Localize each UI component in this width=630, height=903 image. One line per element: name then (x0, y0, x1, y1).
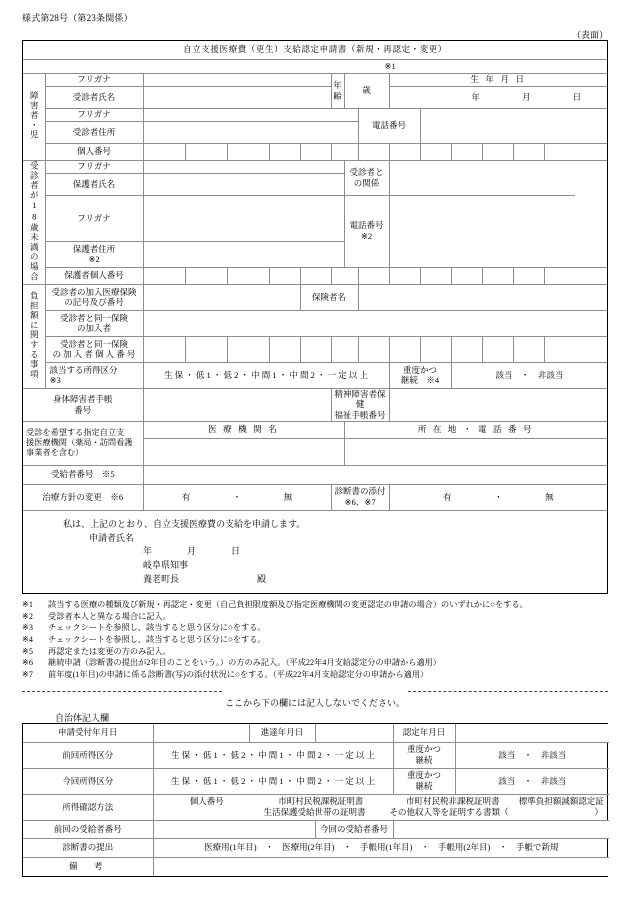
guardian-relation-label-l2: の関係 (353, 177, 380, 188)
guardian-furigana-label: フリガナ (45, 160, 143, 173)
note-item (22, 599, 528, 611)
birth-day-label: 日 (572, 91, 582, 102)
policy-change-options[interactable]: 有 ・ 無 (143, 484, 331, 510)
municipal-section-label: 自治体記入欄 (55, 713, 110, 723)
guardian-address-input[interactable] (143, 241, 344, 267)
guardian-address-furigana-input[interactable] (143, 195, 344, 241)
insurer-name-input[interactable] (358, 284, 607, 310)
prev-severe-label-l1: 重度かつ (406, 744, 441, 755)
recipient-number-label: 受給者番号 ※5 (23, 465, 143, 484)
title-note-mark: ※1 (384, 60, 396, 71)
mynumber-cell[interactable] (300, 143, 331, 160)
applicant-age-unit: 歳 (344, 73, 389, 108)
same-insurance-member-input[interactable] (143, 310, 607, 336)
page-side-marker: （表面） (571, 30, 608, 40)
guardian-address-label-text: 保護者住所 (72, 243, 116, 254)
income-verify-options[interactable] (153, 794, 609, 820)
divider-text: ここから下の欄には記入しないでください。 (224, 698, 405, 708)
guardian-mynumber-cell[interactable] (544, 267, 607, 284)
verify-opt-nontax-cert[interactable]: 市町村民税非課税証明書 (405, 796, 500, 807)
verify-row-1 (159, 796, 604, 806)
note-mark: ※5 (22, 646, 33, 656)
applicant-address-input[interactable] (143, 121, 358, 143)
note-mark: ※4 (22, 634, 33, 644)
prev-income-options[interactable]: 生 保 ・ 低 1 ・ 低 2 ・ 中 間 1 ・ 中 間 2 ・ 一 定 以 上 (153, 742, 393, 768)
declaration-governor: 岐阜県知事 (143, 560, 189, 571)
verify-opt-other-close: ） (594, 807, 603, 817)
note-mark: ※2 (22, 611, 33, 621)
income-verify-label: 所得確認方法 (23, 794, 153, 820)
dash-left (22, 691, 222, 692)
verify-row-2 (239, 807, 603, 817)
section-label-under18 (23, 160, 45, 284)
receipt-date-input[interactable] (153, 724, 249, 742)
declaration-dono: 殿 (257, 574, 267, 585)
note-mark: ※7 (22, 669, 33, 679)
guardian-relation-input[interactable] (389, 160, 575, 195)
guardian-mynumber-cell[interactable] (358, 267, 389, 284)
same-insurance-mynumber-cell[interactable] (331, 336, 358, 362)
insurance-symbol-number-label (45, 284, 143, 310)
prev-severe-label (393, 742, 455, 768)
curr-severe-label-l1: 重度かつ (406, 770, 441, 781)
mynumber-cell[interactable] (482, 143, 513, 160)
mynumber-cell[interactable] (358, 143, 389, 160)
forward-date-input[interactable] (315, 724, 393, 742)
guardian-address-furigana-label: フリガナ (45, 195, 143, 241)
note-item (22, 657, 528, 669)
institution-name-header: 医 療 機 関 名 (143, 421, 344, 438)
forward-date-label: 進達年月日 (249, 724, 315, 742)
policy-change-label: 治療方針の変更 ※6 (23, 484, 143, 510)
cert-submit-options[interactable]: 医療用(1年目) ・ 医療用(2年目) ・ 手帳用(1年目) ・ 手帳用(2年目) ・ 手帳で新規 (153, 838, 609, 857)
verify-opt-tax-cert[interactable]: 市町村民税課税証明書 (278, 796, 364, 807)
applicant-furigana-input[interactable] (143, 73, 331, 86)
form-title: 自立支援医療費（更生）支給認定申請書（新規・再認定・変更） (23, 41, 607, 59)
guardian-tel-input[interactable] (389, 195, 575, 267)
mynumber-cell[interactable] (513, 143, 544, 160)
note-item (22, 611, 528, 623)
note-item (22, 634, 528, 646)
mynumber-cell[interactable] (227, 143, 269, 160)
prev-severe-options[interactable]: 該当 ・ 非該当 (455, 742, 609, 768)
curr-severe-label (393, 768, 455, 794)
cut-line-divider (22, 691, 608, 692)
physical-handbook-label-l2: 番号 (74, 404, 92, 415)
mynumber-cell[interactable] (451, 143, 482, 160)
certificate-attach-label (331, 484, 389, 510)
verify-opt-welfare-cert[interactable]: 生活保護受給世帯の証明書 (263, 807, 366, 817)
guardian-mynumber-cell[interactable] (331, 267, 358, 284)
declaration-date-row[interactable] (23, 545, 607, 559)
note-mark: ※1 (22, 600, 33, 609)
curr-severe-options[interactable]: 該当 ・ 非該当 (455, 768, 609, 794)
prev-recipient-number-input[interactable] (153, 820, 315, 838)
same-insurance-mynumber-cell[interactable] (513, 336, 544, 362)
note-text: 該当する医療の種類及び新規・再認定・変更（自己負担限度額及び指定医療機関の変更認定の申請の場合）のいずれかに○をする。 (48, 600, 528, 609)
income-category-label (45, 362, 143, 388)
applicant-name-input[interactable] (143, 86, 331, 108)
certificate-attach-options[interactable]: 有 ・ 無 (389, 484, 607, 510)
form-number: 様式第28号（第23条関係） (22, 13, 133, 23)
mynumber-cell[interactable] (389, 143, 420, 160)
declaration-block (23, 510, 607, 593)
mynumber-cell[interactable] (185, 143, 227, 160)
applicant-furigana-label: フリガナ (45, 73, 143, 86)
applicant-age-label: 年齢 (331, 73, 344, 108)
severe-continuous-label-l2: 継続 ※4 (400, 375, 440, 386)
guardian-name-label: 保護者氏名 (45, 173, 143, 195)
guardian-mynumber-cell[interactable] (389, 267, 420, 284)
note-text: 前年度(1年目)の申請に係る診断書(写)の添付状況に○をする。（平成22年4月支給認定分の申請から適用） (48, 669, 429, 679)
municipal-table (22, 723, 608, 877)
section-label-disabled-person-text: 障害者・児 (29, 90, 40, 140)
same-insurance-mynumber-cell[interactable] (300, 336, 331, 362)
prev-severe-label-l2: 継続 (415, 755, 433, 765)
mental-handbook-label-l1: 精神障害者保健 (334, 388, 386, 410)
institution-label (23, 421, 143, 465)
insurance-symbol-number-input[interactable] (143, 284, 300, 310)
section-label-under18-text: 受診者が18歳未満の場合 (29, 160, 40, 282)
guardian-address-note: ※2 (88, 254, 100, 265)
applicant-address-furigana-label: フリガナ (45, 108, 143, 121)
same-insurance-mynumber-cell[interactable] (420, 336, 451, 362)
institution-label-l2: 援医療機関（薬局・訪問看護 (26, 437, 133, 447)
declaration-date-day: 日 (231, 546, 250, 557)
note-item (22, 622, 528, 634)
guardian-mynumber-cell[interactable] (227, 267, 269, 284)
insurance-symbol-number-label-l2: の記号及び番号 (64, 297, 124, 308)
same-insurance-mynumber-cell[interactable] (358, 336, 389, 362)
curr-recipient-number-label: 今回の受給者番号 (315, 820, 393, 838)
declaration-date-year: 年 (143, 546, 162, 557)
institution-address-header: 所 在 地 ・ 電 話 番 号 (344, 421, 607, 438)
guardian-mynumber-cell[interactable] (300, 267, 331, 284)
prev-recipient-number-label: 前回の受給者番号 (23, 820, 153, 838)
same-insurance-member-label (45, 310, 143, 336)
guardian-furigana-input[interactable] (143, 160, 344, 173)
guardian-mynumber-cell[interactable] (451, 267, 482, 284)
declaration-date-month: 月 (187, 546, 206, 557)
physical-handbook-label (23, 388, 143, 421)
cert-submit-label: 診断書の提出 (23, 838, 153, 857)
same-insurance-mynumber-cell[interactable] (544, 336, 607, 362)
guardian-mynumber-cell[interactable] (269, 267, 300, 284)
declaration-mayor-row (23, 573, 607, 587)
income-category-label-l1: 該当する所得区分 (49, 364, 118, 375)
note-text: 継続申請（診断書の提出が2年目のことをいう。）の方のみ記入。（平成22年4月支給認定分の申請から適用） (48, 658, 441, 668)
curr-recipient-number-input[interactable] (393, 820, 609, 838)
applicant-mynumber-label: 個人番号 (45, 143, 143, 160)
mental-handbook-input[interactable] (389, 388, 607, 421)
guardian-mynumber-cell[interactable] (482, 267, 513, 284)
section-label-disabled-person (23, 73, 45, 160)
note-text: 再認定または変更の方のみ記入。 (48, 646, 171, 656)
note-text: チェックシートを参照し、該当すると思う区分に○をする。 (48, 623, 266, 633)
receipt-date-label: 申請受付年月日 (23, 724, 153, 742)
certificate-attach-label-l1: 診断書の添付 (334, 486, 386, 497)
physical-handbook-label-l1: 身体障害者手帳 (52, 394, 113, 405)
remarks-input[interactable] (153, 857, 609, 876)
guardian-address-label (45, 241, 143, 267)
applicant-name-label: 受診者氏名 (45, 86, 143, 108)
income-category-options[interactable]: 生 保 ・ 低 1 ・ 低 2 ・ 中 間 1 ・ 中 間 2 ・ 一 定 以 上 (143, 362, 389, 388)
severe-continuous-label-l1: 重度かつ (402, 364, 437, 375)
same-insurance-mynumber-cell[interactable] (227, 336, 269, 362)
guardian-mynumber-cell[interactable] (513, 267, 544, 284)
verify-opt-standard-burden[interactable]: 標準負担額減額認定証 (518, 796, 604, 807)
same-insurance-mynumber-cell[interactable] (185, 336, 227, 362)
same-insurance-mynumber-label-l2: の 加 入 者 個 人 番 号 (52, 349, 136, 360)
applicant-address-label: 受診者住所 (45, 121, 143, 143)
mynumber-cell[interactable] (331, 143, 358, 160)
section-label-burden-text: 負担額に関する事項 (29, 290, 40, 380)
insurance-symbol-number-label-l1: 受診者の加入医療保険 (51, 286, 137, 297)
guardian-mynumber-cell[interactable] (185, 267, 227, 284)
section-label-burden (23, 284, 45, 388)
guardian-relation-label (344, 160, 389, 195)
guardian-tel-note: ※2 (360, 231, 373, 242)
note-item (22, 646, 528, 658)
severe-continuous-label (389, 362, 451, 388)
note-text: 受診者本人と異なる場合に記入。 (48, 611, 171, 621)
curr-income-options[interactable]: 生 保 ・ 低 1 ・ 低 2 ・ 中 間 1 ・ 中 間 2 ・ 一 定 以 上 (153, 768, 393, 794)
same-insurance-member-label-l2: の加入者 (76, 323, 111, 334)
main-form-table (22, 40, 608, 594)
birth-year-label: 年 (471, 91, 481, 102)
income-category-note: ※3 (49, 375, 61, 386)
form-title-note (23, 59, 607, 73)
applicant-address-furigana-input[interactable] (143, 108, 358, 121)
guardian-name-input[interactable] (143, 173, 344, 195)
same-insurance-mynumber-cell[interactable] (389, 336, 420, 362)
note-text: チェックシートを参照し、該当すると思う区分に○をする。 (48, 634, 266, 644)
verify-opt-mynumber[interactable]: 個人番号 (189, 796, 224, 807)
severe-continuous-options[interactable]: 該当 ・ 非該当 (451, 362, 607, 388)
physical-handbook-input[interactable] (143, 388, 331, 421)
curr-income-label: 今回所得区分 (23, 768, 153, 794)
same-insurance-mynumber-cell[interactable] (143, 336, 185, 362)
institution-label-l3: 事業者を含む） (26, 448, 84, 458)
note-mark: ※6 (22, 658, 33, 668)
guardian-tel-label-text: 電話番号 (349, 220, 384, 231)
certificate-attach-note: ※6、※7 (344, 497, 376, 508)
curr-severe-label-l2: 継続 (415, 781, 433, 791)
birth-month-label: 月 (522, 91, 531, 102)
institution-address-input[interactable] (344, 438, 607, 465)
applicant-tel-input[interactable] (420, 108, 607, 143)
same-insurance-mynumber-label-l1: 受診者と同一保険 (59, 338, 128, 349)
declaration-applicant-name-label[interactable]: 申請者氏名 (89, 532, 135, 543)
same-insurance-mynumber-cell[interactable] (269, 336, 300, 362)
insurer-name-label: 保険者名 (300, 284, 358, 310)
approval-date-label: 認定年月日 (393, 724, 455, 742)
dash-right (408, 691, 608, 692)
prev-income-label: 前回所得区分 (23, 742, 153, 768)
note-mark: ※3 (22, 623, 33, 633)
same-insurance-member-label-l1: 受診者と同一保険 (59, 312, 128, 323)
notes-list (22, 599, 528, 680)
mental-handbook-label (331, 388, 389, 421)
institution-label-l1: 受診を希望する指定自立支 (26, 427, 125, 437)
applicant-tel-label: 電話番号 (358, 108, 420, 143)
guardian-mynumber-cell[interactable] (420, 267, 451, 284)
guardian-mynumber-label: 保護者個人番号 (45, 267, 143, 284)
mynumber-cell[interactable] (420, 143, 451, 160)
guardian-relation-label-l1: 受診者と (349, 166, 384, 177)
guardian-mynumber-cell[interactable] (143, 267, 185, 284)
mental-handbook-label-l2: 福祉手帳番号 (334, 409, 386, 420)
applicant-birth-label: 生 年 月 日 (389, 73, 607, 86)
mynumber-cell[interactable] (544, 143, 607, 160)
mynumber-cell[interactable] (269, 143, 300, 160)
approval-date-input[interactable] (455, 724, 609, 742)
verify-opt-other-income[interactable]: その他収入等を証明する書類（ (389, 807, 509, 817)
applicant-birth-input[interactable] (389, 86, 607, 108)
same-insurance-mynumber-label (45, 336, 143, 362)
guardian-tel-label (344, 195, 389, 267)
remarks-label: 備 考 (23, 857, 153, 876)
same-insurance-mynumber-cell[interactable] (482, 336, 513, 362)
declaration-line1: 私は、上記のとおり、自立支援医療費の支給を申請します。 (63, 518, 306, 529)
institution-name-input[interactable] (143, 438, 344, 465)
declaration-mayor: 養老町長 (143, 574, 180, 585)
same-insurance-mynumber-cell[interactable] (451, 336, 482, 362)
recipient-number-input[interactable] (143, 465, 607, 484)
note-item (22, 669, 528, 681)
mynumber-cell[interactable] (143, 143, 185, 160)
